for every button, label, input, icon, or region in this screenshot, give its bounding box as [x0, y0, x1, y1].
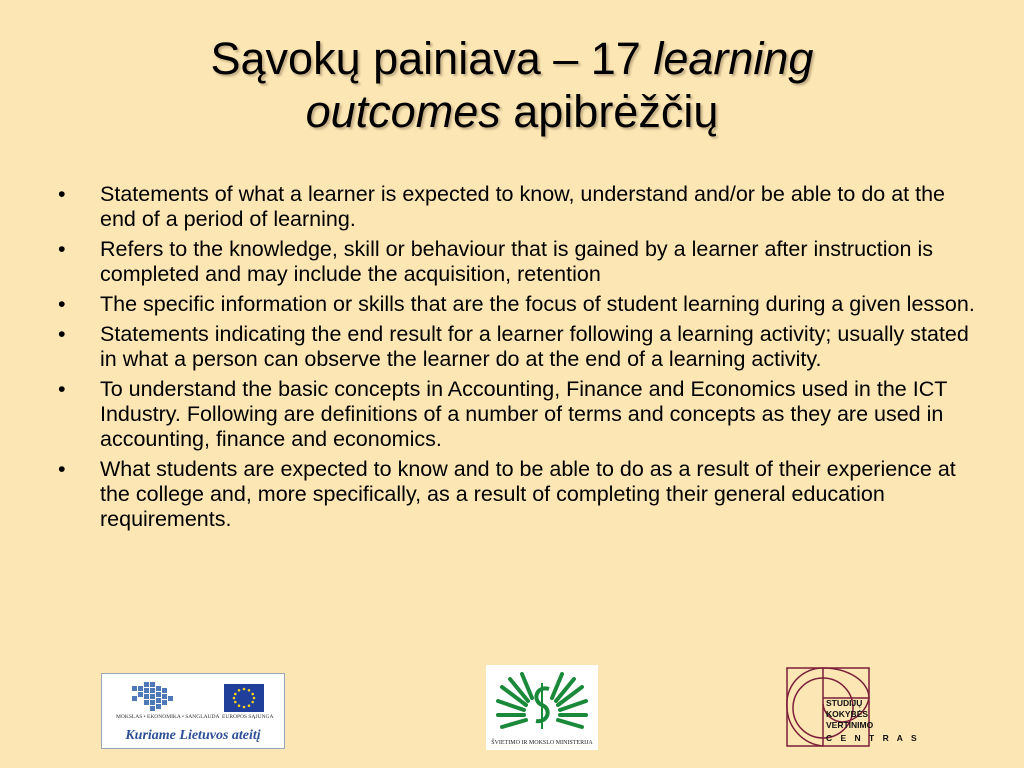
- bullet-icon: •: [58, 237, 66, 261]
- esf-caption: Kuriame Lietuvos ateitį: [125, 728, 261, 743]
- slide-title: [0, 32, 1024, 138]
- skvc-line: STUDIJŲ: [826, 698, 863, 708]
- title-line-2: [0, 85, 1024, 138]
- ministry-logo: [486, 665, 598, 750]
- definition-list: [58, 182, 978, 537]
- title-italic-2: outcomes: [305, 86, 501, 137]
- bullet-icon: •: [58, 182, 66, 206]
- esf-eu-logo: [101, 673, 285, 749]
- bullet-icon: •: [58, 457, 66, 481]
- list-item-text: To understand the basic concepts in Accounting, Finance and Economics used in the ICT Industry. Following are definitions of a number of terms and concepts as they are used in accounting, finance and economics.: [100, 377, 947, 451]
- eu-label: EUROPOS SĄJUNGA: [222, 714, 274, 720]
- list-item-text: The specific information or skills that are the focus of student learning during a given lesson.: [100, 292, 975, 316]
- title-text-1: Sąvokų painiava – 17: [210, 33, 654, 84]
- skvc-line: C E N T R A S: [826, 733, 920, 743]
- bullet-icon: •: [58, 292, 66, 316]
- list-item-text: Statements of what a learner is expected to know, understand and/or be able to do at the end of a period of learning.: [100, 182, 946, 231]
- list-item-text: Refers to the knowledge, skill or behaviour that is gained by a learner after instruction is completed and may include the acquisition, retention: [100, 237, 933, 286]
- skvc-wordmark: [826, 698, 920, 744]
- title-italic-1: learning: [653, 33, 814, 84]
- esf-label: MOKSLAS • EKONOMIKA • SANGLAUDA: [116, 714, 220, 720]
- bullet-icon: •: [58, 322, 66, 346]
- title-text-2: apibrėžčių: [500, 86, 719, 137]
- list-item: [58, 457, 978, 532]
- list-item: [58, 292, 978, 317]
- list-item-text: What students are expected to know and to be able to do as a result of their experience at the college and, more specifically, as a result of completing their general education requirements.: [100, 457, 956, 531]
- skvc-line: VERTINIMO: [826, 720, 874, 730]
- ministry-caption: ŠVIETIMO IR MOKSLO MINISTERIJA: [491, 740, 593, 746]
- skvc-line: KOKYBĖS: [826, 709, 869, 719]
- list-item: [58, 237, 978, 287]
- title-line-1: [0, 32, 1024, 85]
- list-item: [58, 322, 978, 372]
- list-item: [58, 377, 978, 452]
- list-item-text: Statements indicating the end result for a learner following a learning activity; usually stated in what a person can observe the learner do at the end of a learning activity.: [100, 322, 969, 371]
- ministry-emblem-icon: [486, 665, 598, 737]
- bullet-icon: •: [58, 377, 66, 401]
- skvc-logo: [783, 664, 920, 750]
- list-item: [58, 182, 978, 232]
